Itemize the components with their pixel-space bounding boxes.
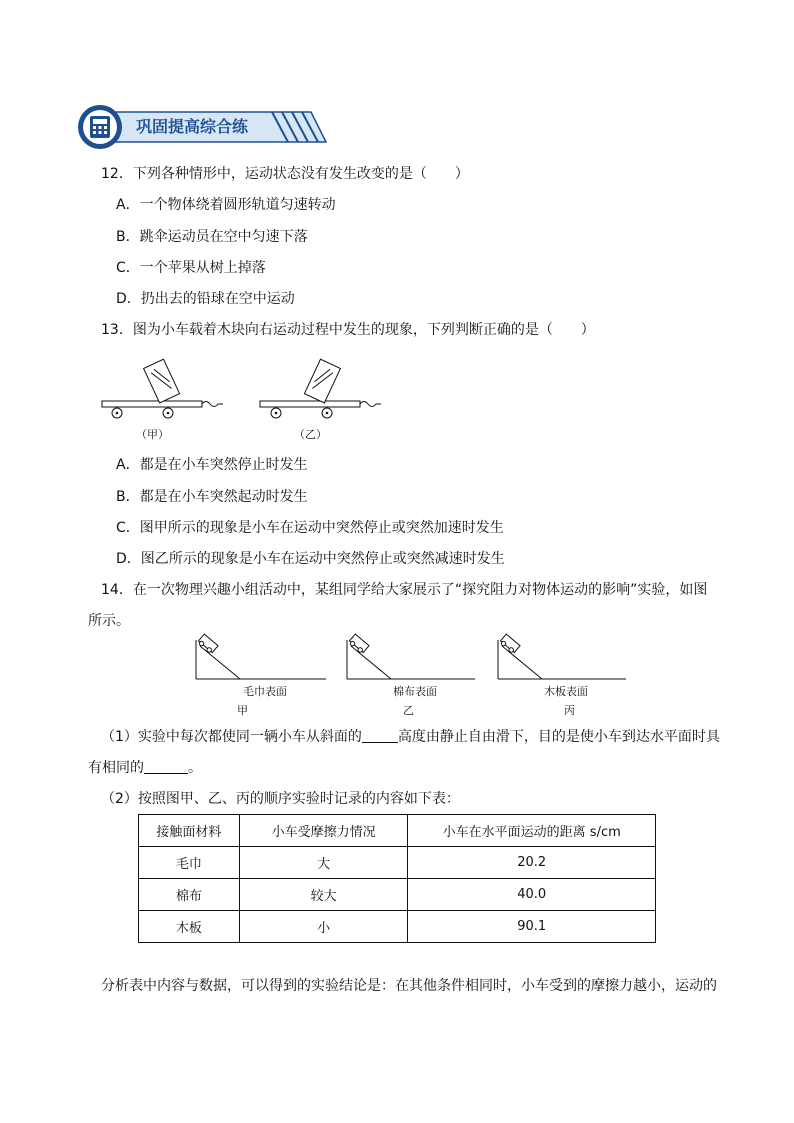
table-header: 接触面材料 — [139, 815, 240, 847]
table-row — [139, 879, 656, 911]
table-cell: 小 — [239, 911, 408, 943]
table-cell: 40.0 — [408, 879, 656, 911]
q12-option-a: A．一个物体绕着圆形轨道匀速转动 — [116, 197, 336, 213]
table-cell: 大 — [239, 847, 408, 879]
q14-stem-line2: 所示。 — [88, 613, 130, 629]
answer-blank-speed[interactable] — [144, 759, 188, 774]
table-cell: 木板 — [139, 911, 240, 943]
q13-option-c: C．图甲所示的现象是小车在运动中突然停止或突然加速时发生 — [116, 520, 504, 536]
q14-part1-text-b: 高度由静止自由滑下，目的是使小车到达水平面时具 — [397, 729, 720, 745]
q14-part1-text-c: 有相同的 — [88, 760, 144, 776]
q14-figure — [190, 632, 630, 684]
q12-stem: 12．下列各种情形中，运动状态没有发生改变的是（ ） — [101, 166, 469, 182]
table-header: 小车在水平面运动的距离 s/cm — [408, 815, 656, 847]
q14-part1-text-d: 。 — [188, 760, 202, 776]
surface-label-cotton: 棉布表面 — [393, 685, 437, 698]
table-row — [139, 911, 656, 943]
section-title: 巩固提高综合练 — [136, 117, 249, 136]
surface-label-towel: 毛巾表面 — [243, 685, 287, 698]
q13-option-a: A．都是在小车突然停止时发生 — [116, 457, 308, 473]
q14-part2: （2）按照图甲、乙、丙的顺序实验时记录的内容如下表： — [101, 791, 460, 807]
table-cell: 棉布 — [139, 879, 240, 911]
ramp-jia — [196, 634, 326, 679]
q13-stem: 13．图为小车载着木块向右运动过程中发生的现象，下列判断正确的是（ ） — [101, 322, 595, 338]
table-cell: 较大 — [239, 879, 408, 911]
surface-label-wood: 木板表面 — [544, 685, 588, 698]
ramp-yi — [347, 634, 475, 679]
table-header: 小车受摩擦力情况 — [239, 815, 408, 847]
table-cell: 毛巾 — [139, 847, 240, 879]
answer-blank-height[interactable] — [362, 728, 398, 743]
q14-stem-line1: 14．在一次物理兴趣小组活动中，某组同学给大家展示了“探究阻力对物体运动的影响”实验，如图 — [101, 582, 708, 598]
q13-fig-label-yi: （乙） — [294, 428, 327, 441]
table-row — [139, 847, 656, 879]
cart-jia — [102, 359, 223, 418]
table-cell: 90.1 — [408, 911, 656, 943]
q14-conclusion: 分析表中内容与数据，可以得到的实验结论是：在其他条件相同时，小车受到的摩擦力越小，运动的 — [101, 978, 717, 994]
q12-option-d: D．扔出去的铅球在空中运动 — [116, 291, 295, 307]
q14-fig-label-yi: 乙 — [403, 704, 414, 717]
table-header-row — [139, 815, 656, 847]
results-table — [138, 814, 656, 943]
q12-option-c: C．一个苹果从树上掉落 — [116, 260, 266, 276]
table-cell: 20.2 — [408, 847, 656, 879]
q13-option-b: B．都是在小车突然起动时发生 — [116, 489, 308, 505]
q12-option-b: B．跳伞运动员在空中匀速下落 — [116, 229, 308, 245]
ramp-bing — [498, 634, 626, 679]
q13-option-d: D．图乙所示的现象是小车在运动中突然停止或突然减速时发生 — [116, 551, 505, 567]
q13-figure — [100, 352, 390, 422]
cart-yi — [260, 359, 381, 418]
calculator-icon — [90, 116, 110, 138]
q14-fig-label-jia: 甲 — [237, 704, 248, 717]
q13-fig-label-jia: （甲） — [136, 428, 169, 441]
q14-part1-text-a: （1）实验中每次都使同一辆小车从斜面的 — [101, 729, 362, 745]
q14-fig-label-bing: 丙 — [564, 704, 575, 717]
q14-part1-line1 — [101, 727, 720, 747]
q14-part1-line2 — [88, 758, 202, 778]
